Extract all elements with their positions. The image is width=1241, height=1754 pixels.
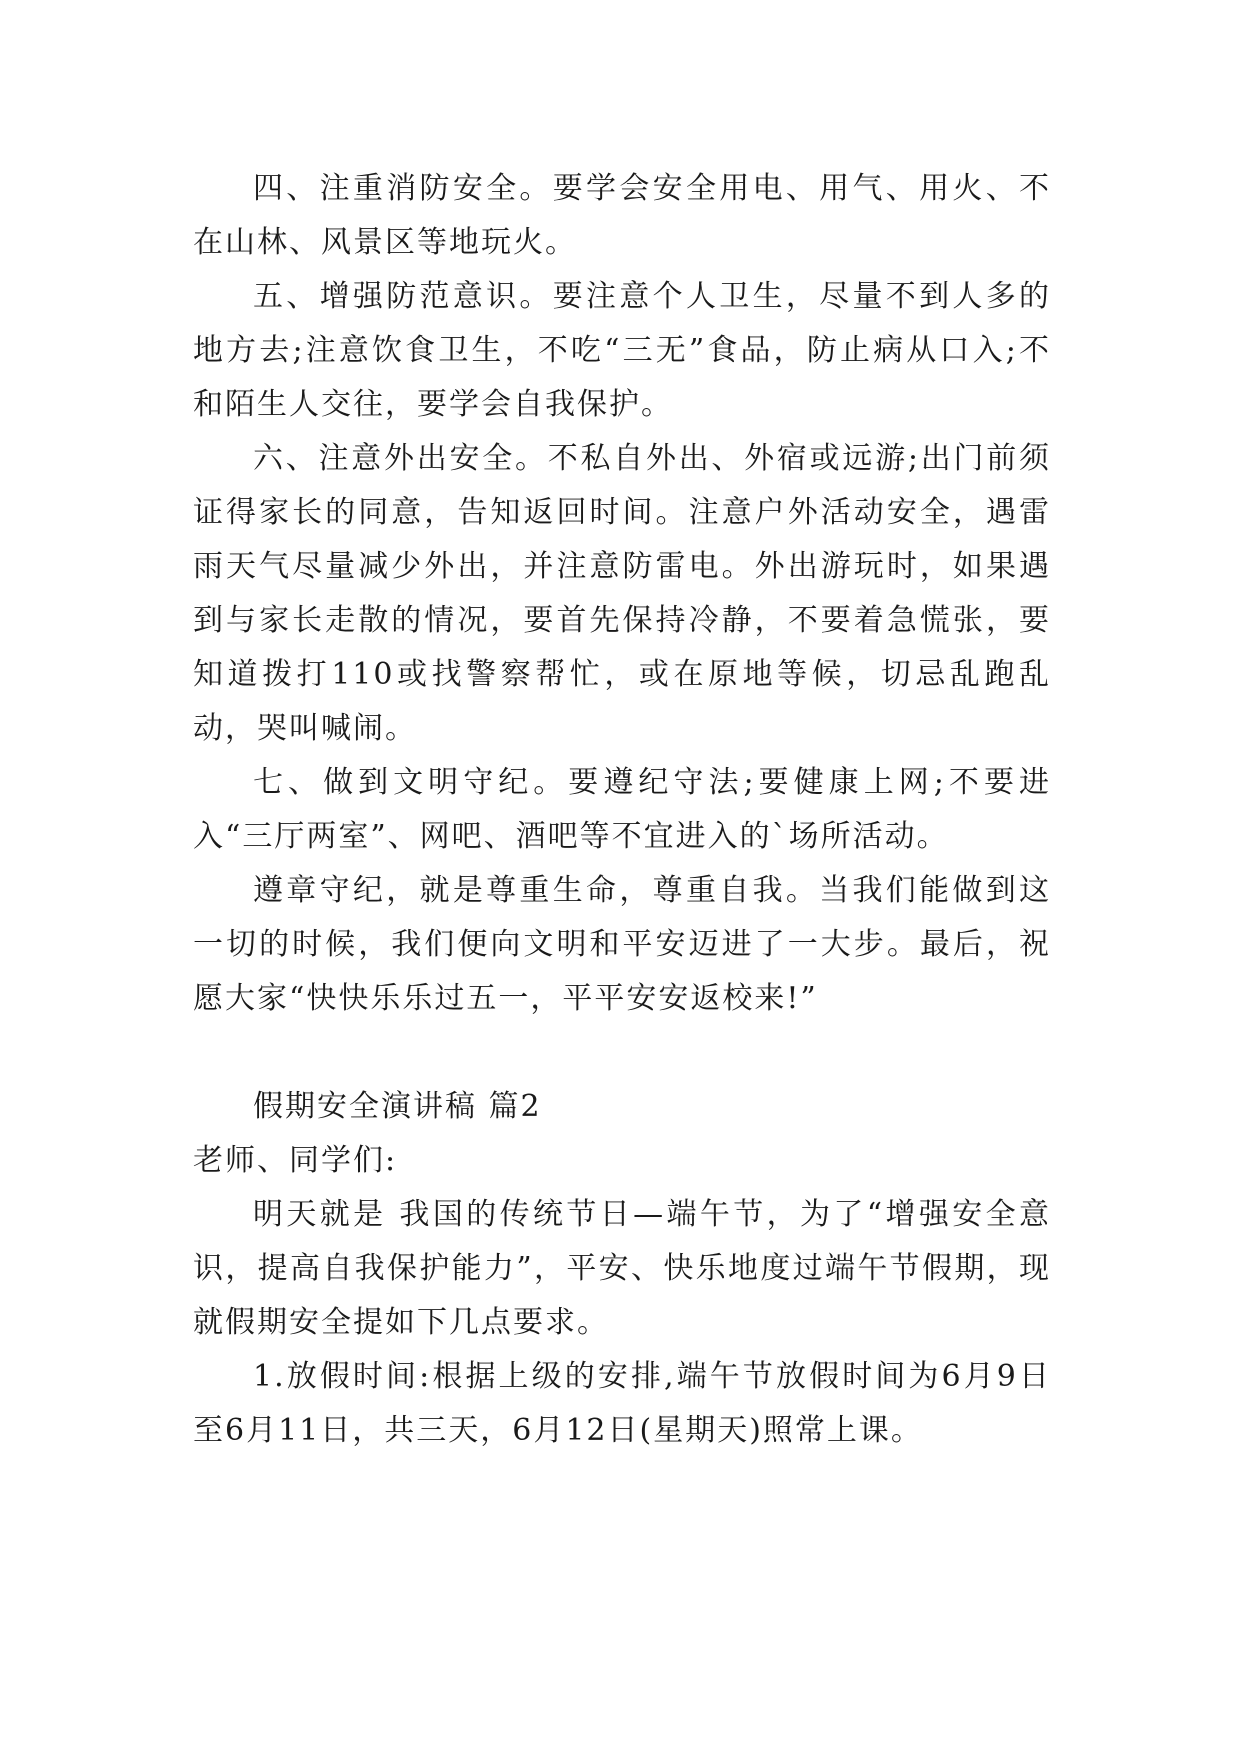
greeting-line: 老师、同学们: [193, 1143, 398, 1178]
paragraph-prevention-awareness: 五、增强防范意识。要注意个人卫生，尽量不到人多的地方去;注意饮食卫生，不吃“三无”食品，防止病从口入;不和陌生人交往，要学会自我保护。 [193, 279, 1051, 422]
paragraph-dragon-boat-intro: 明天就是 我国的传统节日—端午节，为了“增强安全意识，提高自我保护能力”，平安、快乐地度过端午节假期，现就假期安全提如下几点要求。 [193, 1197, 1051, 1340]
document-body [193, 162, 1051, 1458]
paragraph-closing-wishes: 遵章守纪，就是尊重生命，尊重自我。当我们能做到这一切的时候，我们便向文明和平安迈进了一大步。最后，祝愿大家“快快乐乐过五一，平平安安返校来!” [193, 873, 1051, 1016]
paragraph-fire-safety: 四、注重消防安全。要学会安全用电、用气、用火、不在山林、风景区等地玩火。 [193, 171, 1051, 260]
paragraph-outing-safety: 六、注意外出安全。不私自外出、外宿或远游;出门前须证得家长的同意，告知返回时间。注意户外活动安全，遇雷雨天气尽量减少外出，并注意防雷电。外出游玩时，如果遇到与家长走散的情况，要首先保持冷静，不要着急慌张，要知道拨打110或找警察帮忙，或在原地等候，切忌乱跑乱动，哭叫喊闹。 [193, 441, 1051, 746]
paragraph-holiday-schedule: 1.放假时间:根据上级的安排,端午节放假时间为6月9日至6月11日，共三天，6月12日(星期天)照常上课。 [193, 1359, 1051, 1448]
paragraph-civilized-discipline: 七、做到文明守纪。要遵纪守法;要健康上网;不要进入“三厅两室”、网吧、酒吧等不宜进入的`场所活动。 [193, 765, 1051, 854]
section-title: 假期安全演讲稿 篇2 [253, 1089, 542, 1124]
